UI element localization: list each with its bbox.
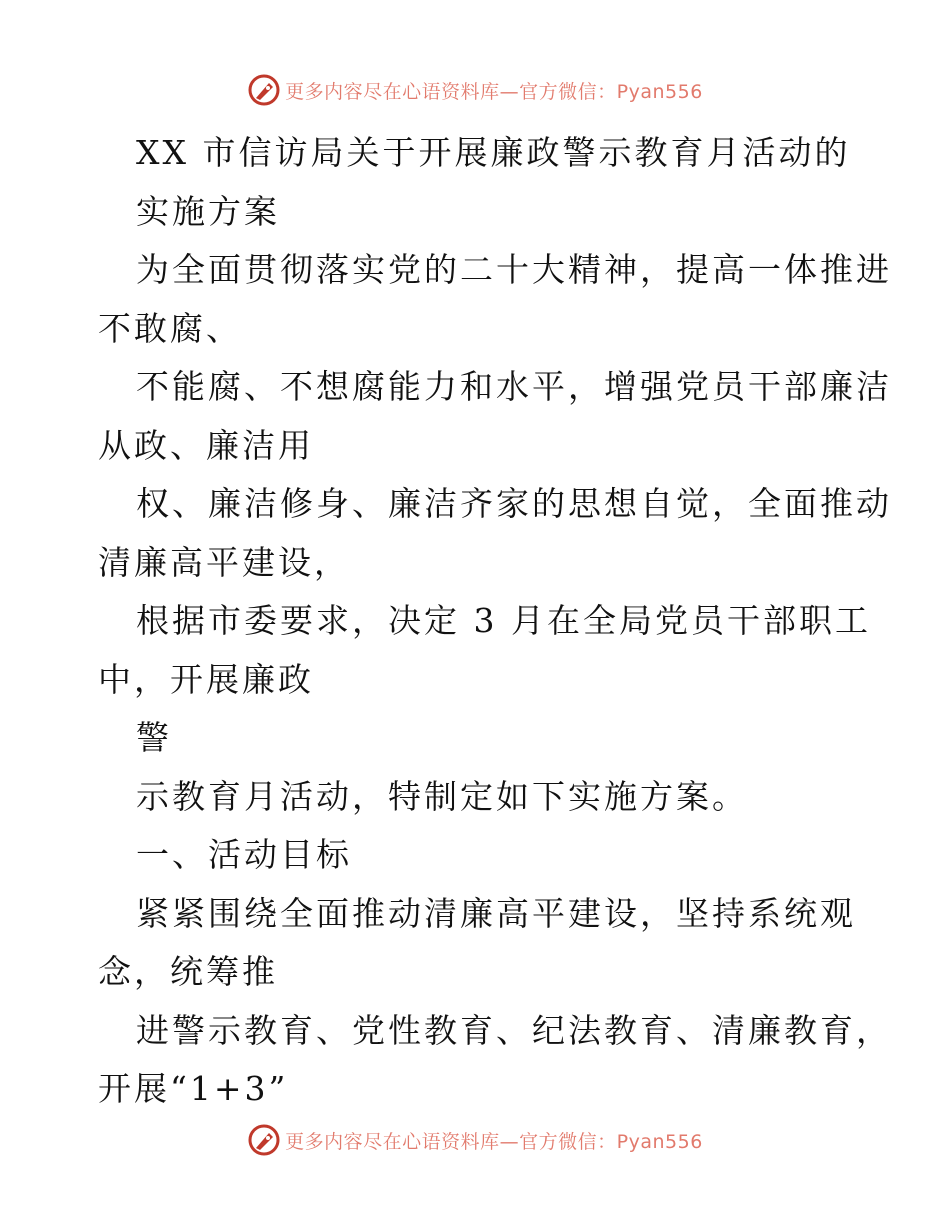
document-line: 权、廉洁修身、廉洁齐家的思想自觉，全面推动 bbox=[136, 484, 892, 523]
document-line: 根据市委要求，决定 3 月在全局党员干部职工 bbox=[136, 601, 871, 640]
document-line: 实施方案 bbox=[136, 191, 280, 231]
document-line: 从政、廉洁用 bbox=[98, 425, 314, 465]
document-line: 进警示教育、党性教育、纪法教育、清廉教育， bbox=[136, 1010, 892, 1050]
document-line: 一、活动目标 bbox=[136, 835, 352, 874]
header-banner-text: 更多内容尽在心语资料库—官方微信：Pyan556 bbox=[285, 80, 703, 103]
document-line: 警 bbox=[136, 718, 172, 757]
footer-banner bbox=[0, 1118, 950, 1162]
document-line: 不能腐、不想腐能力和水平，增强党员干部廉洁 bbox=[136, 367, 892, 406]
document-line: 不敢腐、 bbox=[98, 308, 242, 348]
document-body bbox=[98, 124, 892, 1119]
document-line: 为全面贯彻落实党的二十大精神，提高一体推进 bbox=[136, 250, 892, 289]
pen-nib-logo-icon bbox=[247, 1123, 281, 1157]
document-line: XX 市信访局关于开展廉政警示教育月活动的 bbox=[136, 133, 851, 172]
footer-banner-text: 更多内容尽在心语资料库—官方微信：Pyan556 bbox=[285, 1130, 703, 1153]
document-line: 开展“1+3” bbox=[98, 1069, 289, 1108]
document-line: 念，统筹推 bbox=[98, 952, 278, 991]
header-banner bbox=[0, 68, 950, 112]
document-line: 示教育月活动，特制定如下实施方案。 bbox=[136, 776, 748, 816]
document-line: 清廉高平建设， bbox=[98, 542, 350, 582]
document-line: 紧紧围绕全面推动清廉高平建设，坚持系统观 bbox=[136, 893, 856, 933]
pen-nib-logo-icon bbox=[247, 73, 281, 107]
document-line: 中，开展廉政 bbox=[98, 659, 314, 699]
